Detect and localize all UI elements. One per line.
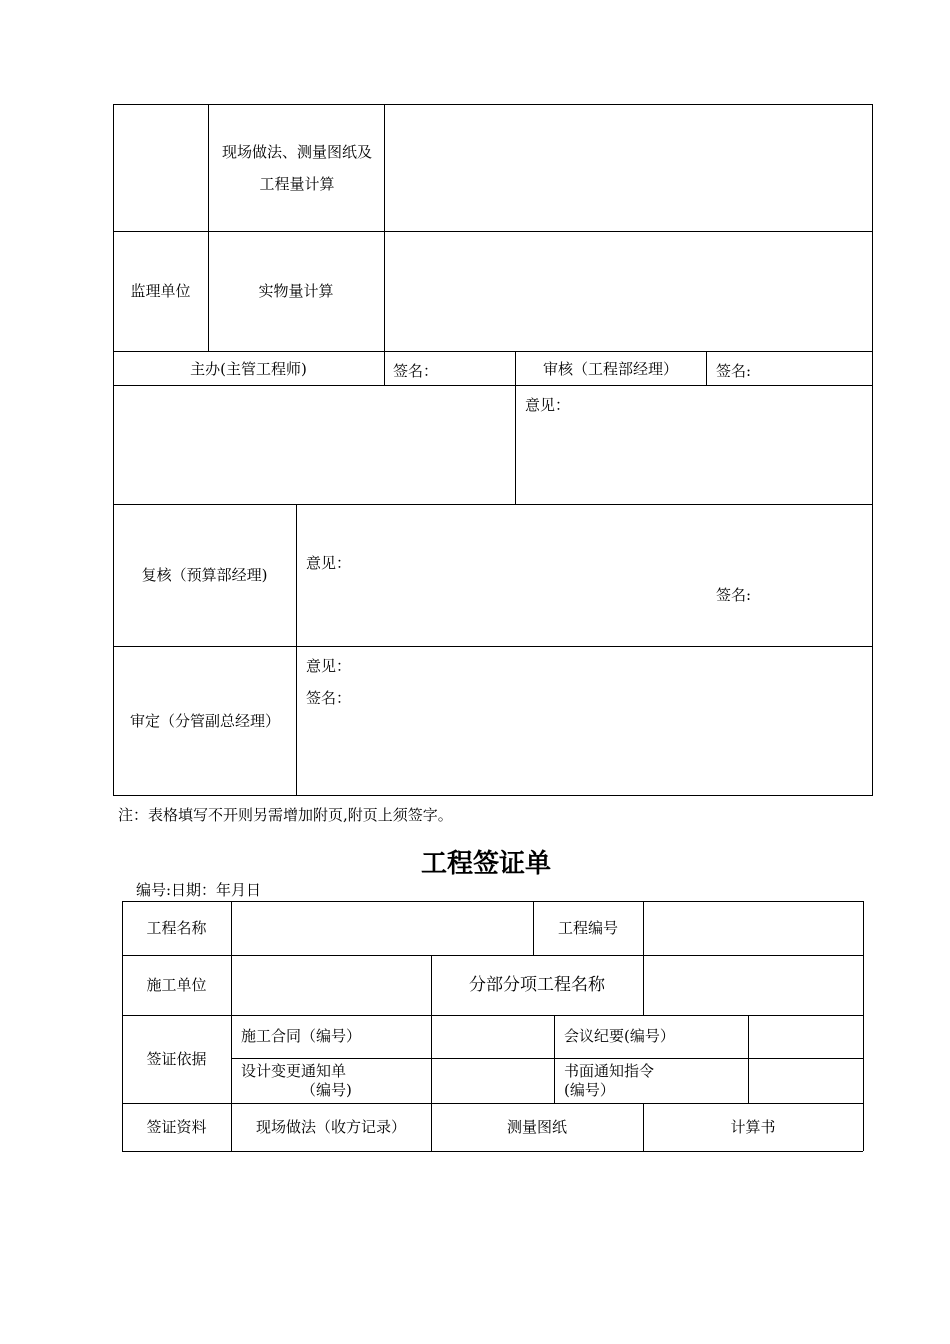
contract-label: 施工合同（编号） — [241, 1027, 362, 1045]
organizer-label: 主办(主管工程师) — [190, 359, 307, 378]
footnote: 注：表格填写不开则另需增加附页,附页上须签字。 — [118, 806, 453, 824]
site-practice-record-label: 现场做法（收方记录） — [255, 1118, 406, 1136]
quantity-calc-label: 实物量计算 — [258, 282, 334, 300]
opinion-label: 意见： — [525, 396, 571, 414]
table-border — [122, 1015, 863, 1016]
construction-unit-label: 施工单位 — [146, 976, 207, 994]
table-border — [706, 351, 707, 385]
reviewer-label: 审核（工程部经理） — [542, 359, 678, 378]
meeting-minutes-label: 会议纪要(编号） — [564, 1027, 675, 1045]
survey-drawings-label: 测量图纸 — [506, 1118, 567, 1136]
header-line: 编号:日期：年月日 — [136, 881, 262, 899]
table-border — [122, 901, 863, 902]
written-notice-label: 书面通知指令 — [564, 1062, 655, 1080]
sign-label: 签名： — [306, 689, 352, 707]
table-border — [296, 504, 297, 795]
table-border — [113, 795, 873, 796]
opinion-label: 意见： — [306, 554, 352, 572]
sign-label: 签名: — [716, 362, 752, 380]
site-practice-label: 现场做法、测量图纸及工程量计算 — [221, 142, 372, 193]
recheck-label: 复核（预算部经理) — [141, 566, 268, 584]
project-no-label: 工程编号 — [557, 919, 618, 937]
written-notice-number-label: (编号） — [564, 1081, 615, 1099]
table-border — [554, 1015, 555, 1103]
page-title: 工程签证单 — [421, 849, 552, 879]
design-change-label: 设计变更通知单 — [241, 1062, 347, 1080]
table-border — [384, 104, 385, 385]
sign-label: 签名： — [393, 362, 439, 380]
table-border — [863, 901, 864, 1151]
table-border — [872, 104, 873, 795]
calc-book-label: 计算书 — [730, 1118, 776, 1136]
table-border — [231, 1058, 863, 1059]
supervision-unit-label: 监理单位 — [130, 282, 191, 300]
sign-label: 签名: — [716, 586, 752, 604]
table-border — [643, 901, 644, 1015]
opinion-label: 意见： — [306, 657, 352, 675]
table-border — [113, 104, 114, 795]
table-border — [748, 1015, 749, 1103]
visa-basis-label: 签证依据 — [146, 1050, 207, 1068]
table-border — [113, 385, 873, 386]
project-name-label: 工程名称 — [146, 919, 207, 937]
sub-project-name-label: 分部分项工程名称 — [469, 975, 605, 995]
design-change-number-label: （编号) — [301, 1081, 352, 1099]
table-border — [122, 1151, 863, 1152]
visa-materials-label: 签证资料 — [146, 1118, 207, 1136]
approve-label: 审定（分管副总经理） — [129, 711, 280, 730]
